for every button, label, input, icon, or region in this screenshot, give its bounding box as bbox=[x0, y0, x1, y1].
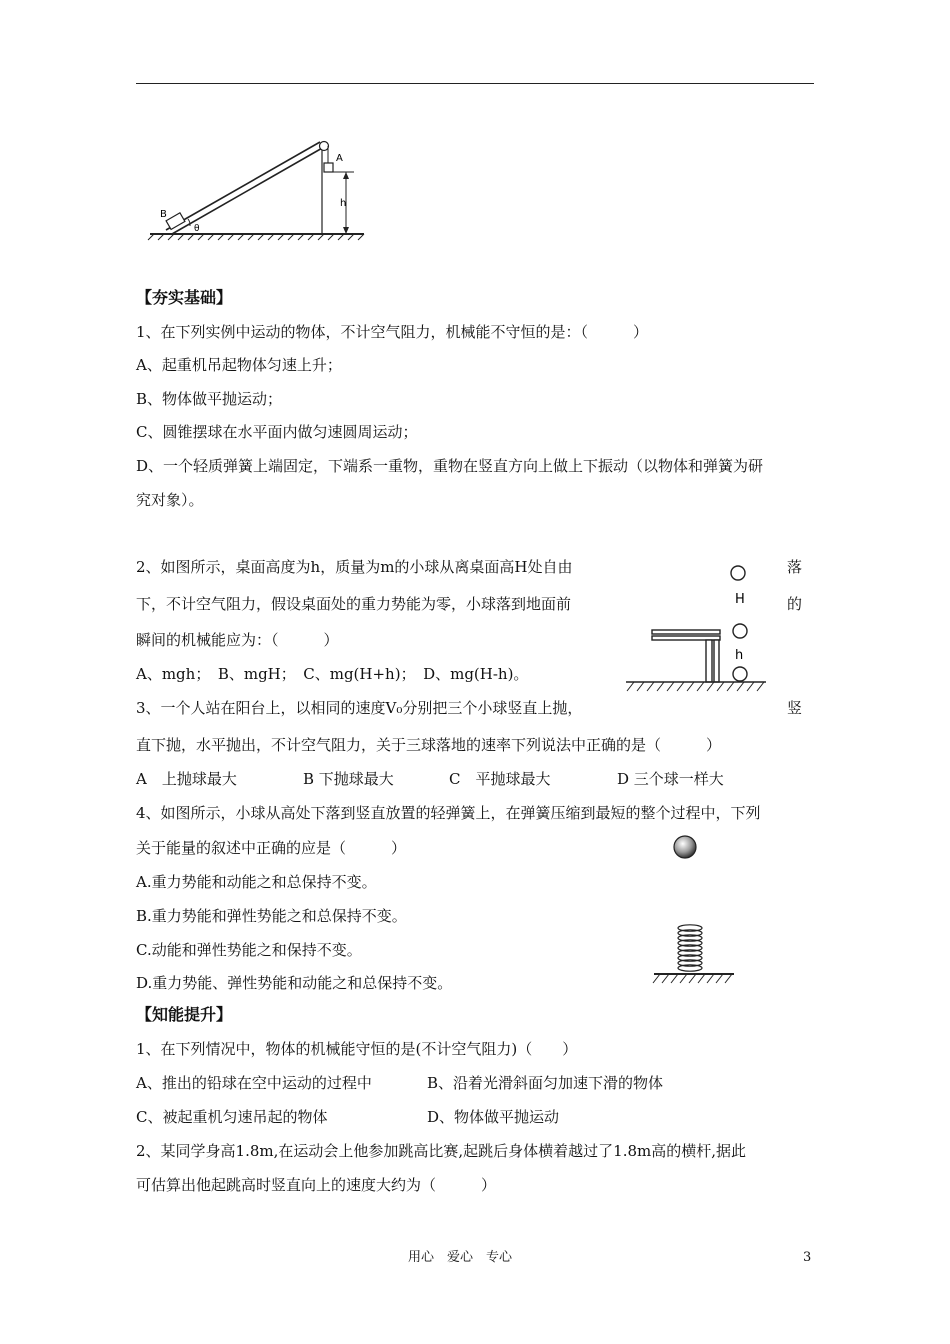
s2-q1-option-b: B、沿着光滑斜面匀加速下滑的物体 bbox=[427, 1074, 664, 1092]
section-title-improve: 【知能提升】 bbox=[136, 1005, 233, 1024]
q4-option-d: D.重力势能、弹性势能和动能之和总保持不变。 bbox=[136, 974, 453, 992]
footer-motto: 用心 爱心 专心 bbox=[408, 1250, 513, 1265]
s2-q1-stem: 1、在下列情况中，物体的机械能守恒的是(不计空气阻力)（ ） bbox=[136, 1040, 578, 1058]
label-a: A bbox=[336, 153, 343, 164]
q1-option-a: A、起重机吊起物体匀速上升； bbox=[136, 356, 342, 374]
q3-line2: 直下抛，水平抛出，不计空气阻力，关于三球落地的速率下列说法中正确的是（ ） bbox=[136, 736, 722, 754]
header-rule bbox=[136, 83, 814, 84]
q3-option-b: B 下抛球最大 bbox=[303, 770, 394, 788]
s2-q2-line2: 可估算出他起跳高时竖直向上的速度大约为（ ） bbox=[136, 1176, 497, 1194]
q3-option-c: C 平抛球最大 bbox=[449, 770, 551, 788]
q3-option-d: D 三个球一样大 bbox=[617, 770, 724, 788]
page-number: 3 bbox=[803, 1250, 812, 1265]
q1-option-d-line1: D、一个轻质弹簧上端固定，下端系一重物，重物在竖直方向上做上下振动（以物体和弹簧为研 bbox=[136, 457, 764, 475]
q2-line3: 瞬间的机械能应为：（ ） bbox=[136, 631, 339, 649]
q4-line2: 关于能量的叙述中正确的应是（ ） bbox=[136, 839, 407, 857]
incline-pulley-figure bbox=[146, 133, 370, 241]
q3-line1-end: 竖 bbox=[787, 699, 803, 717]
ball-spring-figure bbox=[650, 832, 740, 992]
label-h: h bbox=[340, 198, 347, 209]
q2-line2: 下，不计空气阻力，假设桌面处的重力势能为零，小球落到地面前 bbox=[136, 595, 572, 613]
q1-option-b: B、物体做平抛运动； bbox=[136, 390, 283, 408]
q4-line1: 4、如图所示，小球从高处下落到竖直放置的轻弹簧上，在弹簧压缩到最短的整个过程中，下列 bbox=[136, 804, 761, 822]
label-theta: θ bbox=[194, 224, 200, 234]
q4-option-c: C.动能和弹性势能之和保持不变。 bbox=[136, 941, 362, 959]
s2-q1-option-c: C、被起重机匀速吊起的物体 bbox=[136, 1108, 328, 1126]
label-small-h: h bbox=[735, 648, 744, 663]
q4-option-a: A.重力势能和动能之和总保持不变。 bbox=[136, 873, 377, 891]
q2-line2-end: 的 bbox=[787, 595, 803, 613]
q1-stem: 1、在下列实例中运动的物体，不计空气阻力，机械能不守恒的是：（ ） bbox=[136, 323, 649, 341]
table-ball-figure bbox=[622, 560, 772, 694]
label-b: B bbox=[160, 209, 167, 220]
q2-line1-end: 落 bbox=[787, 558, 803, 576]
q1-option-d-line2: 究对象）。 bbox=[136, 491, 204, 509]
s2-q2-line1: 2、某同学身高1.8m,在运动会上他参加跳高比赛,起跳后身体横着越过了1.8m高的横杆,据此 bbox=[136, 1142, 747, 1160]
label-big-h: H bbox=[735, 592, 745, 607]
q4-option-b: B.重力势能和弹性势能之和总保持不变。 bbox=[136, 907, 407, 925]
s2-q1-option-d: D、物体做平抛运动 bbox=[427, 1108, 560, 1126]
s2-q1-option-a: A、推出的铅球在空中运动的过程中 bbox=[136, 1074, 372, 1092]
q2-options: A、mgh； B、mgH； C、mg(H+h)； D、mg(H-h)。 bbox=[136, 665, 529, 683]
q3-line1: 3、一个人站在阳台上，以相同的速度V₀分别把三个小球竖直上抛， bbox=[136, 699, 583, 717]
q1-option-c: C、圆锥摆球在水平面内做匀速圆周运动； bbox=[136, 423, 418, 441]
q3-option-a: A 上抛球最大 bbox=[136, 770, 237, 788]
section-title-basics: 【夯实基础】 bbox=[136, 288, 233, 307]
q2-line1: 2、如图所示，桌面高度为h，质量为m的小球从离桌面高H处自由 bbox=[136, 558, 573, 576]
